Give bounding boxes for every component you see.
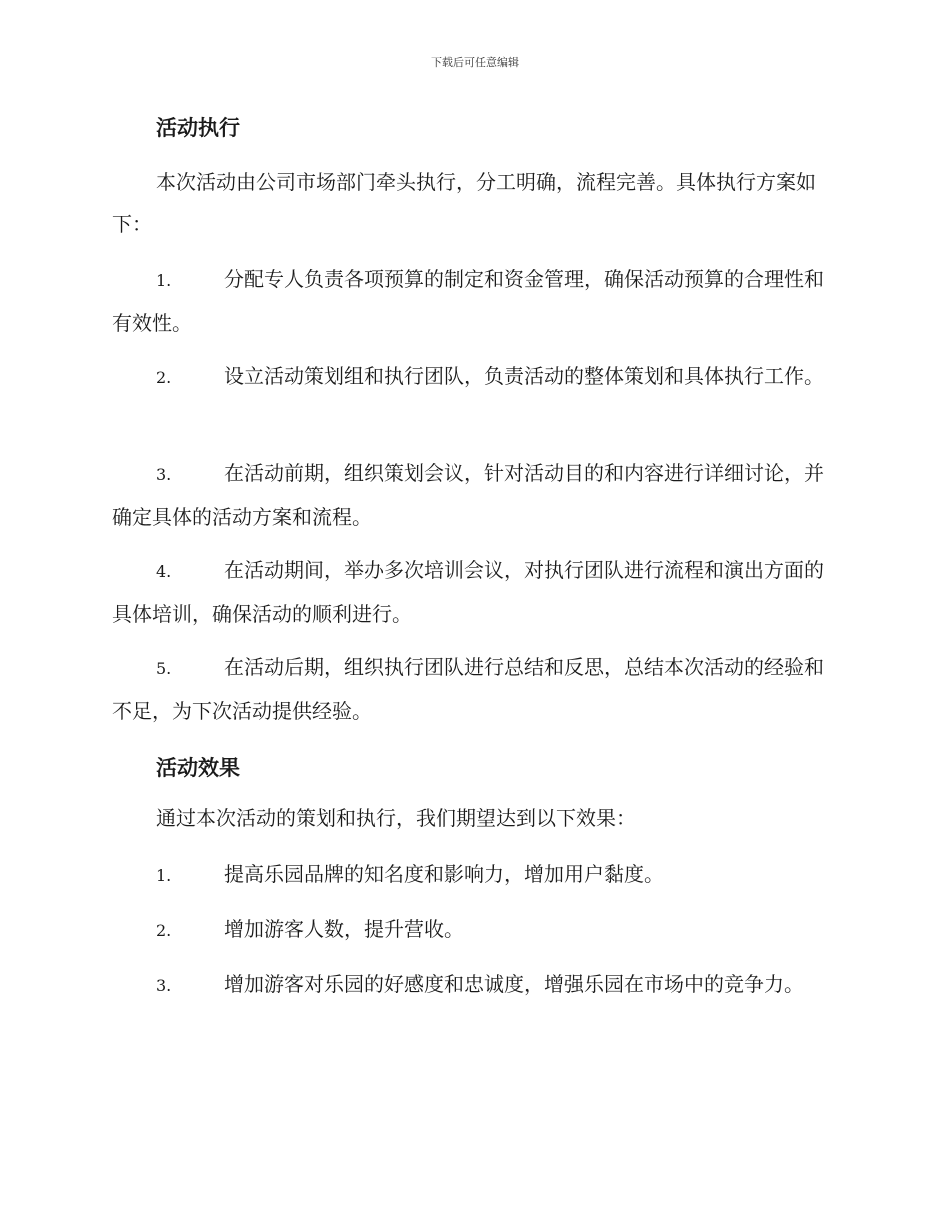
list-item-number: 2. <box>156 368 172 387</box>
list-item <box>112 549 834 635</box>
list-item <box>112 853 834 897</box>
list-item-number: 2. <box>156 921 172 940</box>
list-item <box>112 908 834 952</box>
list-item <box>112 452 834 538</box>
list-item-number: 5. <box>156 659 172 678</box>
list-item-text: 分配专人负责各项预算的制定和资金管理，确保活动预算的合理性和有效性。 <box>112 267 824 335</box>
list-item-number: 4. <box>156 562 172 581</box>
list-item-text: 在活动期间，举办多次培训会议，对执行团队进行流程和演出方面的具体培训，确保活动的顺利进行。 <box>112 558 824 626</box>
section-heading-execution: 活动执行 <box>156 115 240 140</box>
list-item-number: 3. <box>156 976 172 995</box>
list-item <box>112 963 834 1007</box>
list-item-text: 在活动前期，组织策划会议，针对活动目的和内容进行详细讨论，并确定具体的活动方案和流程。 <box>112 461 824 529</box>
list-item-number: 3. <box>156 465 172 484</box>
section-heading-effect: 活动效果 <box>156 755 240 780</box>
section-intro-execution: 本次活动由公司市场部门牵头执行，分工明确，流程完善。具体执行方案如下： <box>112 170 816 236</box>
list-item <box>112 646 834 732</box>
list-item <box>112 355 834 399</box>
list-item-text: 设立活动策划组和执行团队，负责活动的整体策划和具体执行工作。 <box>224 364 824 388</box>
list-item-text: 增加游客人数，提升营收。 <box>224 917 464 941</box>
list-item-text: 提高乐园品牌的知名度和影响力，增加用户黏度。 <box>224 862 664 886</box>
header-note: 下载后可任意编辑 <box>431 56 519 69</box>
list-item-number: 1. <box>156 271 172 290</box>
list-item-text: 增加游客对乐园的好感度和忠诚度，增强乐园在市场中的竞争力。 <box>224 972 804 996</box>
section-intro-effect: 通过本次活动的策划和执行，我们期望达到以下效果： <box>156 806 636 830</box>
list-item <box>112 258 834 344</box>
list-item-text: 在活动后期，组织执行团队进行总结和反思，总结本次活动的经验和不足，为下次活动提供经验。 <box>112 655 824 723</box>
list-item-number: 1. <box>156 866 172 885</box>
